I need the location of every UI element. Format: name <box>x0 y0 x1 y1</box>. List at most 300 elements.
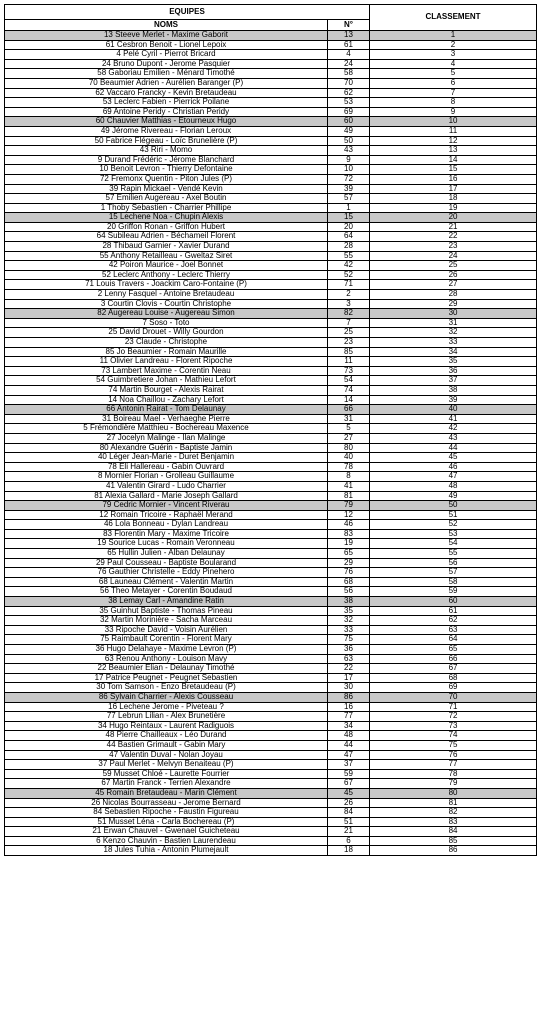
team-number-cell: 70 <box>328 78 370 88</box>
team-name-cell: 12 Romain Tricoire - Raphaël Merand <box>5 510 328 520</box>
table-row <box>5 59 537 69</box>
rank-cell: 72 <box>370 712 537 722</box>
team-number-cell: 17 <box>328 673 370 683</box>
team-name-cell: 24 Bruno Dupont - Jerome Pasquier <box>5 59 328 69</box>
table-row <box>5 146 537 156</box>
team-number-cell: 46 <box>328 520 370 530</box>
team-name-cell: 31 Boireau Mael - Verhaeghe Pierre <box>5 414 328 424</box>
rank-cell: 67 <box>370 664 537 674</box>
rank-cell: 66 <box>370 654 537 664</box>
team-number-cell: 20 <box>328 222 370 232</box>
table-row <box>5 549 537 559</box>
classement-header: CLASSEMENT <box>370 5 537 31</box>
team-name-cell: 67 Martin Franck - Terrien Alexandre <box>5 779 328 789</box>
rank-cell: 7 <box>370 88 537 98</box>
table-row <box>5 280 537 290</box>
team-name-cell: 14 Noa Chaillou - Zachary Lefort <box>5 395 328 405</box>
table-row <box>5 69 537 79</box>
rank-cell: 86 <box>370 846 537 856</box>
team-name-cell: 38 Lemay Carl - Amandine Ratin <box>5 597 328 607</box>
team-number-cell: 85 <box>328 347 370 357</box>
rank-cell: 53 <box>370 529 537 539</box>
team-number-cell: 71 <box>328 280 370 290</box>
rank-cell: 28 <box>370 290 537 300</box>
table-row <box>5 385 537 395</box>
team-name-cell: 40 Léger Jean-Marie - Duret Benjamin <box>5 453 328 463</box>
table-row <box>5 673 537 683</box>
team-name-cell: 48 Pierre Chailleaux - Léo Durand <box>5 731 328 741</box>
rank-cell: 73 <box>370 721 537 731</box>
team-number-cell: 33 <box>328 625 370 635</box>
rank-cell: 57 <box>370 568 537 578</box>
table-row <box>5 501 537 511</box>
team-name-cell: 30 Tom Samson - Enzo Bretaudeau (P) <box>5 683 328 693</box>
rank-cell: 44 <box>370 443 537 453</box>
table-row <box>5 174 537 184</box>
team-name-cell: 61 Cesbron Benoit - Lionel Lepoix <box>5 40 328 50</box>
table-row <box>5 606 537 616</box>
team-number-cell: 53 <box>328 98 370 108</box>
team-name-cell: 63 Renou Anthony - Louison Mavy <box>5 654 328 664</box>
team-name-cell: 29 Paul Cousseau - Baptiste Boularand <box>5 558 328 568</box>
rank-cell: 38 <box>370 385 537 395</box>
table-row <box>5 318 537 328</box>
team-name-cell: 47 Valentin Duval - Nolan Joyau <box>5 750 328 760</box>
rank-cell: 18 <box>370 194 537 204</box>
table-row <box>5 290 537 300</box>
team-number-cell: 78 <box>328 462 370 472</box>
team-number-cell: 51 <box>328 817 370 827</box>
table-row <box>5 760 537 770</box>
rank-cell: 49 <box>370 491 537 501</box>
team-name-cell: 41 Valentin Girard - Ludo Charrier <box>5 481 328 491</box>
rank-cell: 59 <box>370 587 537 597</box>
team-number-cell: 52 <box>328 270 370 280</box>
team-name-cell: 13 Steeve Merlet - Maxime Gaborit <box>5 31 328 41</box>
rank-cell: 45 <box>370 453 537 463</box>
rank-cell: 23 <box>370 242 537 252</box>
header-row-top <box>5 5 537 20</box>
rank-cell: 24 <box>370 251 537 261</box>
team-name-cell: 50 Fabrice Flégeau - Loïc Brunelière (P) <box>5 136 328 146</box>
team-number-cell: 7 <box>328 318 370 328</box>
table-row <box>5 78 537 88</box>
rank-cell: 34 <box>370 347 537 357</box>
team-number-cell: 75 <box>328 635 370 645</box>
team-name-cell: 73 Lambert Maxime - Corentin Neau <box>5 366 328 376</box>
team-number-cell: 1 <box>328 203 370 213</box>
ranking-rows <box>5 31 537 856</box>
rank-cell: 14 <box>370 155 537 165</box>
team-number-cell: 59 <box>328 769 370 779</box>
table-row <box>5 654 537 664</box>
team-number-cell: 73 <box>328 366 370 376</box>
rank-cell: 77 <box>370 760 537 770</box>
team-number-cell: 15 <box>328 213 370 223</box>
team-name-cell: 1 Thoby Sebastien - Charrier Phillipe <box>5 203 328 213</box>
table-row <box>5 731 537 741</box>
table-row <box>5 453 537 463</box>
rank-cell: 31 <box>370 318 537 328</box>
table-row <box>5 836 537 846</box>
rank-cell: 25 <box>370 261 537 271</box>
table-row <box>5 299 537 309</box>
team-number-cell: 54 <box>328 376 370 386</box>
rank-cell: 68 <box>370 673 537 683</box>
team-number-cell: 11 <box>328 357 370 367</box>
team-number-cell: 6 <box>328 836 370 846</box>
team-name-cell: 45 Romain Bretaudeau - Marin Clément <box>5 788 328 798</box>
rank-cell: 54 <box>370 539 537 549</box>
table-row <box>5 309 537 319</box>
team-name-cell: 10 Benoit Levron - Thierry Defontaine <box>5 165 328 175</box>
rank-cell: 56 <box>370 558 537 568</box>
table-row <box>5 443 537 453</box>
team-name-cell: 60 Chauvier Matthias - Etourneux Hugo <box>5 117 328 127</box>
team-number-cell: 44 <box>328 740 370 750</box>
team-number-cell: 22 <box>328 664 370 674</box>
team-name-cell: 59 Musset Chloé - Laurette Fourrier <box>5 769 328 779</box>
team-number-cell: 13 <box>328 31 370 41</box>
team-number-cell: 31 <box>328 414 370 424</box>
team-number-cell: 14 <box>328 395 370 405</box>
team-name-cell: 49 Jérome Rivereau - Florian Leroux <box>5 126 328 136</box>
team-number-cell: 27 <box>328 433 370 443</box>
rank-cell: 79 <box>370 779 537 789</box>
rank-cell: 71 <box>370 702 537 712</box>
table-row <box>5 405 537 415</box>
table-row <box>5 424 537 434</box>
team-name-cell: 79 Cedric Mornier - Vincent Riverau <box>5 501 328 511</box>
table-row <box>5 577 537 587</box>
team-number-cell: 84 <box>328 808 370 818</box>
rank-cell: 1 <box>370 31 537 41</box>
rank-cell: 39 <box>370 395 537 405</box>
rank-cell: 60 <box>370 597 537 607</box>
team-number-cell: 74 <box>328 385 370 395</box>
team-number-cell: 36 <box>328 645 370 655</box>
team-name-cell: 32 Martin Morinière - Sacha Marceau <box>5 616 328 626</box>
team-number-cell: 25 <box>328 328 370 338</box>
team-name-cell: 68 Launeau Clément - Valentin Martin <box>5 577 328 587</box>
team-name-cell: 72 Fremonx Quentin - Piton Jules (P) <box>5 174 328 184</box>
team-name-cell: 44 Bastien Grimault - Gabin Mary <box>5 740 328 750</box>
table-row <box>5 702 537 712</box>
team-name-cell: 37 Paul Merlet - Melvyn Benaiteau (P) <box>5 760 328 770</box>
team-name-cell: 46 Lola Bonneau - Dylan Landreau <box>5 520 328 530</box>
team-name-cell: 27 Jocelyn Malinge - Ilan Malinge <box>5 433 328 443</box>
table-row <box>5 357 537 367</box>
team-number-cell: 21 <box>328 827 370 837</box>
rank-cell: 62 <box>370 616 537 626</box>
team-name-cell: 8 Mornier Florian - Grolleau Guillaume <box>5 472 328 482</box>
team-name-cell: 78 Eli Hallereau - Gabin Ouvrard <box>5 462 328 472</box>
team-name-cell: 36 Hugo Delahaye - Maxime Levron (P) <box>5 645 328 655</box>
team-name-cell: 5 Frémondière Matthieu - Bochereau Maxence <box>5 424 328 434</box>
team-name-cell: 86 Sylvain Charrier - Alexis Cousseau <box>5 692 328 702</box>
team-number-cell: 57 <box>328 194 370 204</box>
table-row <box>5 107 537 117</box>
rank-cell: 52 <box>370 520 537 530</box>
team-name-cell: 84 Sebastien Ripoche - Faustin Figureau <box>5 808 328 818</box>
rank-cell: 2 <box>370 40 537 50</box>
rank-cell: 29 <box>370 299 537 309</box>
table-row <box>5 328 537 338</box>
team-name-cell: 82 Augereau Louise - Augereau Simon <box>5 309 328 319</box>
team-number-cell: 23 <box>328 338 370 348</box>
team-number-cell: 62 <box>328 88 370 98</box>
rank-cell: 47 <box>370 472 537 482</box>
rank-cell: 15 <box>370 165 537 175</box>
table-row <box>5 520 537 530</box>
team-number-cell: 41 <box>328 481 370 491</box>
table-row <box>5 721 537 731</box>
team-number-cell: 67 <box>328 779 370 789</box>
table-row <box>5 568 537 578</box>
team-number-cell: 42 <box>328 261 370 271</box>
team-name-cell: 51 Musset Léna - Carla Bochereau (P) <box>5 817 328 827</box>
team-name-cell: 58 Gaboriau Emilien - Ménard Timothé <box>5 69 328 79</box>
rank-cell: 75 <box>370 740 537 750</box>
rank-cell: 83 <box>370 817 537 827</box>
table-row <box>5 817 537 827</box>
rank-cell: 51 <box>370 510 537 520</box>
table-row <box>5 184 537 194</box>
team-name-cell: 65 Hullin Julien - Alban Delaunay <box>5 549 328 559</box>
rank-cell: 80 <box>370 788 537 798</box>
table-row <box>5 529 537 539</box>
rank-cell: 81 <box>370 798 537 808</box>
team-name-cell: 18 Jules Tuhia - Antonin Plumejault <box>5 846 328 856</box>
table-row <box>5 692 537 702</box>
team-name-cell: 42 Poiron Maurice - Joel Bonnet <box>5 261 328 271</box>
team-name-cell: 11 Olivier Landreau - Florent Ripoche <box>5 357 328 367</box>
table-row <box>5 846 537 856</box>
team-name-cell: 17 Patrice Peugnet - Peugnet Sebastien <box>5 673 328 683</box>
team-name-cell: 28 Thibaud Garnier - Xavier Durand <box>5 242 328 252</box>
rank-cell: 20 <box>370 213 537 223</box>
team-number-cell: 2 <box>328 290 370 300</box>
team-name-cell: 54 Guimbretiere Johan - Mathieu Lefort <box>5 376 328 386</box>
team-number-cell: 24 <box>328 59 370 69</box>
table-row <box>5 616 537 626</box>
table-row <box>5 347 537 357</box>
table-row <box>5 510 537 520</box>
rank-cell: 21 <box>370 222 537 232</box>
table-row <box>5 769 537 779</box>
table-row <box>5 712 537 722</box>
rank-cell: 61 <box>370 606 537 616</box>
rank-cell: 85 <box>370 836 537 846</box>
table-row <box>5 213 537 223</box>
table-row <box>5 539 537 549</box>
rank-cell: 58 <box>370 577 537 587</box>
rank-cell: 16 <box>370 174 537 184</box>
team-number-cell: 76 <box>328 568 370 578</box>
table-row <box>5 126 537 136</box>
team-number-cell: 60 <box>328 117 370 127</box>
team-number-cell: 38 <box>328 597 370 607</box>
rank-cell: 64 <box>370 635 537 645</box>
equipes-header: EQUIPES <box>5 5 370 20</box>
team-number-cell: 43 <box>328 146 370 156</box>
team-name-cell: 83 Florentin Mary - Maxime Tricoire <box>5 529 328 539</box>
team-number-cell: 37 <box>328 760 370 770</box>
rank-cell: 6 <box>370 78 537 88</box>
team-name-cell: 25 David Drouet - Willy Gourdon <box>5 328 328 338</box>
rank-cell: 22 <box>370 232 537 242</box>
team-name-cell: 43 Riri - Momo <box>5 146 328 156</box>
rank-cell: 63 <box>370 625 537 635</box>
team-name-cell: 71 Louis Travers - Joackim Caro-Fontaine (P) <box>5 280 328 290</box>
team-name-cell: 9 Durand Frédéric - Jérome Blanchard <box>5 155 328 165</box>
team-number-cell: 64 <box>328 232 370 242</box>
team-number-cell: 82 <box>328 309 370 319</box>
rank-cell: 35 <box>370 357 537 367</box>
team-number-cell: 8 <box>328 472 370 482</box>
team-number-cell: 28 <box>328 242 370 252</box>
table-row <box>5 117 537 127</box>
team-number-cell: 12 <box>328 510 370 520</box>
team-name-cell: 7 Soso - Toto <box>5 318 328 328</box>
team-number-cell: 83 <box>328 529 370 539</box>
team-number-cell: 48 <box>328 731 370 741</box>
table-row <box>5 203 537 213</box>
team-number-cell: 47 <box>328 750 370 760</box>
team-number-cell: 50 <box>328 136 370 146</box>
team-name-cell: 26 Nicolas Bourrasseau - Jerome Bernard <box>5 798 328 808</box>
team-number-cell: 45 <box>328 788 370 798</box>
team-number-cell: 58 <box>328 69 370 79</box>
table-row <box>5 251 537 261</box>
table-row <box>5 222 537 232</box>
team-name-cell: 53 Leclerc Fabien - Pierrick Poilane <box>5 98 328 108</box>
table-row <box>5 481 537 491</box>
rank-cell: 50 <box>370 501 537 511</box>
table-row <box>5 597 537 607</box>
rank-cell: 26 <box>370 270 537 280</box>
table-row <box>5 50 537 60</box>
rank-cell: 32 <box>370 328 537 338</box>
team-number-cell: 10 <box>328 165 370 175</box>
num-header: N° <box>328 20 370 31</box>
team-name-cell: 52 Leclerc Anthony - Leclerc Thierry <box>5 270 328 280</box>
rank-cell: 43 <box>370 433 537 443</box>
team-name-cell: 6 Kenzo Chauvin - Bastien Laurendeau <box>5 836 328 846</box>
team-number-cell: 79 <box>328 501 370 511</box>
table-row <box>5 587 537 597</box>
rank-cell: 30 <box>370 309 537 319</box>
team-name-cell: 3 Courtin Clovis - Courtin Christophe <box>5 299 328 309</box>
table-row <box>5 433 537 443</box>
team-name-cell: 20 Griffon Ronan - Griffon Hubert <box>5 222 328 232</box>
table-row <box>5 40 537 50</box>
team-number-cell: 18 <box>328 846 370 856</box>
rank-cell: 42 <box>370 424 537 434</box>
rank-cell: 10 <box>370 117 537 127</box>
team-name-cell: 2 Lenny Fasquel - Antoine Bretaudeau <box>5 290 328 300</box>
rank-cell: 48 <box>370 481 537 491</box>
team-number-cell: 69 <box>328 107 370 117</box>
table-row <box>5 740 537 750</box>
team-number-cell: 56 <box>328 587 370 597</box>
team-name-cell: 55 Anthony Retailleau - Gweltaz Siret <box>5 251 328 261</box>
rank-cell: 55 <box>370 549 537 559</box>
team-name-cell: 66 Antonin Rairat - Tom Delaunay <box>5 405 328 415</box>
ranking-table <box>4 4 537 856</box>
table-row <box>5 338 537 348</box>
team-name-cell: 39 Rapin Mickael - Vendé Kevin <box>5 184 328 194</box>
team-name-cell: 33 Ripoche David - Voisin Aurélien <box>5 625 328 635</box>
rank-cell: 4 <box>370 59 537 69</box>
team-number-cell: 77 <box>328 712 370 722</box>
team-number-cell: 30 <box>328 683 370 693</box>
team-number-cell: 65 <box>328 549 370 559</box>
table-row <box>5 270 537 280</box>
team-name-cell: 85 Jo Beaumier - Romain Maurille <box>5 347 328 357</box>
team-name-cell: 75 Raimbault Corentin - Florent Mary <box>5 635 328 645</box>
team-number-cell: 49 <box>328 126 370 136</box>
table-row <box>5 491 537 501</box>
table-row <box>5 683 537 693</box>
table-row <box>5 366 537 376</box>
table-row <box>5 788 537 798</box>
team-number-cell: 32 <box>328 616 370 626</box>
team-name-cell: 34 Hugo Reintaux - Laurent Radiguois <box>5 721 328 731</box>
rank-cell: 69 <box>370 683 537 693</box>
team-number-cell: 63 <box>328 654 370 664</box>
table-row <box>5 376 537 386</box>
team-number-cell: 16 <box>328 702 370 712</box>
team-number-cell: 19 <box>328 539 370 549</box>
table-row <box>5 242 537 252</box>
team-number-cell: 4 <box>328 50 370 60</box>
team-name-cell: 64 Subileau Adrien - Béchameil Florent <box>5 232 328 242</box>
table-row <box>5 232 537 242</box>
team-name-cell: 56 Theo Metayer - Corentin Boudaud <box>5 587 328 597</box>
table-row <box>5 625 537 635</box>
team-name-cell: 4 Pelé Cyril - Pierrot Bricard <box>5 50 328 60</box>
team-number-cell: 40 <box>328 453 370 463</box>
table-row <box>5 261 537 271</box>
team-name-cell: 15 Lechene Noa - Chupin Alexis <box>5 213 328 223</box>
team-name-cell: 77 Lebrun Lilian - Alex Brunetière <box>5 712 328 722</box>
rank-cell: 78 <box>370 769 537 779</box>
team-name-cell: 69 Antoine Peridy - Christian Peridy <box>5 107 328 117</box>
team-number-cell: 68 <box>328 577 370 587</box>
table-row <box>5 165 537 175</box>
team-name-cell: 74 Martin Bourget - Alexis Rairat <box>5 385 328 395</box>
team-name-cell: 23 Claude - Christophe <box>5 338 328 348</box>
team-name-cell: 62 Vaccaro Francky - Kevin Bretaudeau <box>5 88 328 98</box>
table-row <box>5 194 537 204</box>
rank-cell: 76 <box>370 750 537 760</box>
team-name-cell: 22 Beaumier Elian - Delaunay Timothé <box>5 664 328 674</box>
table-row <box>5 808 537 818</box>
table-row <box>5 98 537 108</box>
table-row <box>5 31 537 41</box>
rank-cell: 12 <box>370 136 537 146</box>
team-number-cell: 9 <box>328 155 370 165</box>
table-row <box>5 827 537 837</box>
table-row <box>5 472 537 482</box>
team-number-cell: 39 <box>328 184 370 194</box>
team-number-cell: 72 <box>328 174 370 184</box>
team-name-cell: 19 Sourice Lucas - Romain Veronneau <box>5 539 328 549</box>
team-name-cell: 16 Lechene Jerome - Piveteau ? <box>5 702 328 712</box>
rank-cell: 19 <box>370 203 537 213</box>
team-number-cell: 80 <box>328 443 370 453</box>
